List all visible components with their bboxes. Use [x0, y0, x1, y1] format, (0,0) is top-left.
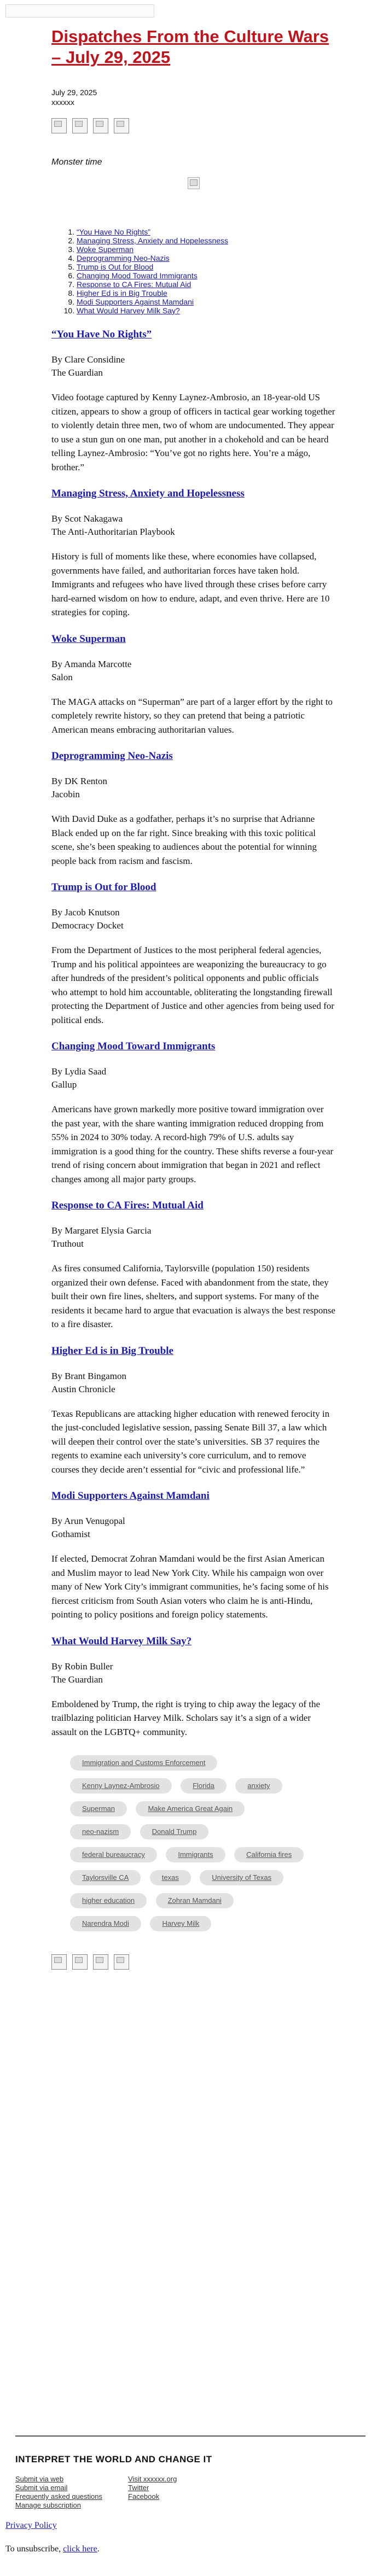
share-icon-2[interactable]: [72, 118, 88, 133]
article-byline: [51, 353, 336, 379]
article-summary: Emboldened by Trump, the right is trying to chip away the legacy of the trailblazing politician Harvey Milk. Scholars say it’s a sign of a wider assault on the LGBTQ+ community.: [51, 1698, 321, 1737]
article-title: [51, 1635, 336, 1648]
article-byline: [51, 906, 336, 932]
toc-link[interactable]: Woke Superman: [77, 245, 134, 254]
tag-link[interactable]: higher education: [82, 1896, 135, 1905]
tag-pill: [150, 1916, 211, 1931]
toc-item: [77, 227, 336, 236]
privacy-policy: [5, 2521, 57, 2531]
article-outlet: Gothamist: [51, 1529, 90, 1539]
article-byline: [51, 775, 336, 801]
tag-pill: [200, 1870, 283, 1885]
toc-link[interactable]: Managing Stress, Anxiety and Hopelessness: [77, 236, 229, 245]
article-outlet: Salon: [51, 671, 73, 682]
footer-link-facebook[interactable]: Facebook: [128, 2492, 160, 2501]
tag-link[interactable]: Immigrants: [178, 1850, 213, 1859]
article-outlet: Gallup: [51, 1079, 77, 1090]
issue-date: July 29, 2025: [51, 88, 97, 97]
tag-pill: [136, 1801, 245, 1816]
tag-link[interactable]: neo-nazism: [82, 1827, 119, 1836]
article: [51, 1345, 336, 1477]
article-byline: [51, 1065, 336, 1091]
tag-pill: [156, 1893, 234, 1908]
article-title-link[interactable]: Deprogramming Neo-Nazis: [51, 750, 173, 762]
toc-item: [77, 236, 336, 245]
toc-link[interactable]: Changing Mood Toward Immigrants: [77, 271, 198, 280]
share-icon-1[interactable]: [51, 118, 67, 133]
article-title-link[interactable]: Trump is Out for Blood: [51, 881, 156, 893]
article-title-link[interactable]: What Would Harvey Milk Say?: [51, 1635, 192, 1647]
article-outlet: The Guardian: [51, 367, 103, 378]
footer-links: [15, 2475, 365, 2510]
tag-pill: [150, 1870, 191, 1885]
article-author: By Jacob Knutson: [51, 907, 120, 918]
article-author: By Amanda Marcotte: [51, 658, 132, 669]
tag-link[interactable]: anxiety: [247, 1781, 270, 1790]
article-byline: [51, 658, 336, 684]
article: [51, 881, 336, 1027]
article-title: [51, 881, 336, 894]
article-title-link[interactable]: “You Have No Rights”: [51, 329, 152, 340]
article-byline: [51, 1515, 336, 1541]
tag-link[interactable]: Superman: [82, 1804, 115, 1813]
social-share-bar: [51, 118, 336, 133]
tag-link[interactable]: Harvey Milk: [162, 1919, 200, 1927]
article-byline: [51, 1370, 336, 1396]
article: [51, 750, 336, 868]
tag-pill: [70, 1893, 147, 1908]
tag-link[interactable]: Make America Great Again: [148, 1804, 233, 1813]
tag-link[interactable]: Donald Trump: [152, 1827, 197, 1836]
unsubscribe-link[interactable]: click here: [63, 2544, 97, 2554]
article: [51, 1040, 336, 1186]
social-share-bar-bottom: [51, 1943, 336, 1970]
article-title-link[interactable]: Changing Mood Toward Immigrants: [51, 1041, 216, 1052]
article-byline: [51, 1660, 336, 1686]
article-title: [51, 1489, 336, 1503]
toc-item: [77, 254, 336, 262]
section-label: Monster time: [51, 157, 102, 167]
footer-heading: INTERPRET THE WORLD AND CHANGE IT: [15, 2454, 212, 2464]
article-title: [51, 750, 336, 763]
article-author: By Clare Considine: [51, 354, 125, 365]
tag-link[interactable]: Zohran Mamdani: [167, 1896, 222, 1905]
article-author: By Scot Nakagawa: [51, 513, 123, 524]
article-title-link[interactable]: Modi Supporters Against Mamdani: [51, 1490, 210, 1502]
newsletter-meta: [51, 87, 336, 107]
article-summary: From the Department of Justices to the most peripheral federal agencies, Trump and his political appointees are weaponizing the bureaucracy to go after hundreds of the president’s political opponents and public officials who attempt to hold him accountable, obliterating the longstanding firewall protecting the Department of Justice and other agencies from being used for political ends.: [51, 945, 334, 1025]
toc-link[interactable]: Higher Ed is in Big Trouble: [77, 289, 167, 297]
article-author: By Lydia Saad: [51, 1066, 107, 1077]
unsubscribe-suffix: .: [97, 2544, 100, 2554]
tag-pill: [235, 1778, 282, 1794]
tag-link[interactable]: Immigration and Customs Enforcement: [82, 1759, 206, 1767]
article-author: By Robin Buller: [51, 1661, 113, 1672]
toc-link[interactable]: Deprogramming Neo-Nazis: [77, 254, 170, 262]
footer-link-submit-web[interactable]: Submit via web: [15, 2475, 64, 2483]
article-outlet: Jacobin: [51, 789, 80, 799]
article-summary: History is full of moments like these, where economies have collapsed, governments have failed, and authoritarian forces have taken hold. Immigrants and refugees who have lived through these crises before carry hard-earned wisdom on how to endure, adapt, and even thrive. Here are 10 strategies for coping.: [51, 551, 330, 617]
article-title: [51, 328, 336, 341]
newsletter-footer: [15, 2435, 365, 2510]
hero-image-icon: [188, 177, 200, 189]
article: [51, 1489, 336, 1622]
article-summary: Americans have grown markedly more positive toward immigration over the past year, with the share wanting immigration reduced dropping from 55% in 2024 to 30% today. A record-high 79% of U.S. adults say immigration is a good thing for the country. These shifts reverse a four-year trend of rising concern about immigration that began in 2021 and reflect changes among all major party groups.: [51, 1104, 334, 1184]
article: [51, 1199, 336, 1331]
article-summary: If elected, Democrat Zohran Mamdani would be the first Asian American and Muslim mayor to lead New York City. While his campaign won over many of New York City’s immigrant communities, he’s facing some of his fiercest criticism from South Asian voters who claim he is anti-Hindu, pointing to policy positions and foreign policy statements.: [51, 1553, 329, 1620]
article-summary: As fires consumed California, Taylorsville (population 150) residents organized their own defense. Faced with abandonment from the state, they built their own fire lines, shelters, and support systems. For many of the residents it became hard to argue that evacuation is always the best response to a fire disaster.: [51, 1263, 335, 1329]
toc-item: [77, 271, 336, 280]
article-title-link[interactable]: Managing Stress, Anxiety and Hopelessness: [51, 488, 245, 499]
article-title-link[interactable]: Woke Superman: [51, 633, 126, 645]
footer-links-left: [15, 2475, 128, 2510]
toc-link[interactable]: Trump is Out for Blood: [77, 262, 154, 271]
browser-address-bar: [5, 4, 154, 17]
footer-link-faq[interactable]: Frequently asked questions: [15, 2492, 102, 2501]
tag-link[interactable]: Kenny Laynez-Ambrosio: [82, 1781, 160, 1790]
tag-link[interactable]: Florida: [193, 1781, 214, 1790]
article-outlet: The Anti-Authoritarian Playbook: [51, 527, 175, 537]
article-title: [51, 487, 336, 500]
share-icon-2[interactable]: [72, 1954, 88, 1970]
tag-link[interactable]: federal bureaucracy: [82, 1850, 145, 1859]
newsletter-content: [51, 22, 336, 1970]
article-outlet: Democracy Docket: [51, 920, 124, 931]
share-icon-3[interactable]: [93, 1954, 108, 1970]
author-placeholder: xxxxxx: [51, 98, 74, 107]
tag-pill: [166, 1847, 225, 1862]
table-of-contents: [51, 227, 336, 315]
tag-pill: [70, 1916, 141, 1931]
tag-pill: [70, 1778, 172, 1794]
footer-link-visit-site[interactable]: Visit xxxxxx.org: [128, 2475, 177, 2483]
article-byline: [51, 1224, 336, 1251]
toc-link[interactable]: What Would Harvey Milk Say?: [77, 306, 180, 315]
toc-item: [77, 297, 336, 306]
article: [51, 487, 336, 620]
article: [51, 328, 336, 474]
article: [51, 633, 336, 737]
footer-links-right: [128, 2475, 241, 2510]
tag-link[interactable]: Narendra Modi: [82, 1919, 129, 1927]
article-author: By DK Renton: [51, 776, 107, 786]
tag-link[interactable]: California fires: [246, 1850, 292, 1859]
article-title: [51, 1199, 336, 1212]
toc-link[interactable]: Modi Supporters Against Mamdani: [77, 297, 194, 306]
toc-item: [77, 289, 336, 297]
share-icon-4[interactable]: [114, 1954, 129, 1970]
article-title-link[interactable]: Response to CA Fires: Mutual Aid: [51, 1200, 204, 1211]
article-outlet: The Guardian: [51, 1674, 103, 1685]
tag-pill: [70, 1847, 157, 1862]
toc-link[interactable]: “You Have No Rights”: [77, 227, 150, 236]
article-summary: Video footage captured by Kenny Laynez-Ambrosio, an 18-year-old US citizen, appears to show a group of officers in tactical gear working together to violently detain three men, two of whom are undocumented. They appear to use a stun gun on one man, put another in a chokehold and can be heard telling Laynez-Ambrosio: “You’ve got no rights here. You’re a mágo, brother.”: [51, 392, 335, 472]
tag-pill: [70, 1755, 217, 1771]
share-icon-3[interactable]: [93, 118, 108, 133]
tag-pill: [140, 1824, 209, 1839]
article-outlet: Austin Chronicle: [51, 1383, 115, 1394]
toc-item: [77, 306, 336, 315]
article-summary: Texas Republicans are attacking higher education with renewed ferocity in the just-concluded legislative session, passing Senate Bill 37, a law which will deepen their control over the state’s universities. SB 37 requires the regents to examine each university’s core curriculum, and to remove courses they decide aren’t essential for “civic and professional life.”: [51, 1408, 330, 1475]
tag-link[interactable]: texas: [161, 1873, 179, 1882]
footer-link-manage-subscription[interactable]: Manage subscription: [15, 2501, 81, 2509]
article-title-link[interactable]: Higher Ed is in Big Trouble: [51, 1345, 173, 1357]
tag-pill: [70, 1801, 127, 1816]
footer-link-submit-email[interactable]: Submit via email: [15, 2484, 68, 2492]
tag-pill: [181, 1778, 227, 1794]
tag-pill: [234, 1847, 304, 1862]
share-icon-4[interactable]: [114, 118, 129, 133]
article-summary: The MAGA attacks on “Superman” are part of a larger effort by the right to completely rewrite history, so they can pretend that being a patriotic American means embracing authoritarian values.: [51, 696, 333, 735]
unsubscribe-line: [5, 2544, 100, 2554]
article-title: [51, 633, 336, 646]
article-author: By Arun Venugopal: [51, 1516, 125, 1526]
toc-item: [77, 280, 336, 289]
newsletter-title[interactable]: Dispatches From the Culture Wars – July 29, 2025: [51, 27, 329, 67]
article-byline: [51, 512, 336, 539]
toc-link[interactable]: Response to CA Fires: Mutual Aid: [77, 280, 192, 289]
toc-item: [77, 262, 336, 271]
article-author: By Brant Bingamon: [51, 1370, 126, 1381]
article: [51, 1635, 336, 1739]
tag-list: [51, 1755, 311, 1939]
article-author: By Margaret Elysia Garcia: [51, 1225, 152, 1236]
tag-link[interactable]: University of Texas: [212, 1873, 272, 1882]
privacy-policy-link[interactable]: Privacy Policy: [5, 2521, 57, 2530]
article-title: [51, 1345, 336, 1358]
tag-pill: [70, 1870, 141, 1885]
tag-link[interactable]: Taylorsville CA: [82, 1873, 129, 1882]
article-summary: With David Duke as a godfather, perhaps it’s no surprise that Adrianne Black ended up on the far right. Since breaking with this toxic political scene, she’s been speaking to audiences about the potential for winning people back from racism and fascism.: [51, 814, 317, 866]
article-title: [51, 1040, 336, 1053]
unsubscribe-prefix: To unsubscribe,: [5, 2544, 63, 2554]
toc-item: [77, 245, 336, 254]
footer-link-twitter[interactable]: Twitter: [128, 2484, 149, 2492]
share-icon-1[interactable]: [51, 1954, 67, 1970]
tag-pill: [70, 1824, 131, 1839]
article-outlet: Truthout: [51, 1239, 84, 1249]
